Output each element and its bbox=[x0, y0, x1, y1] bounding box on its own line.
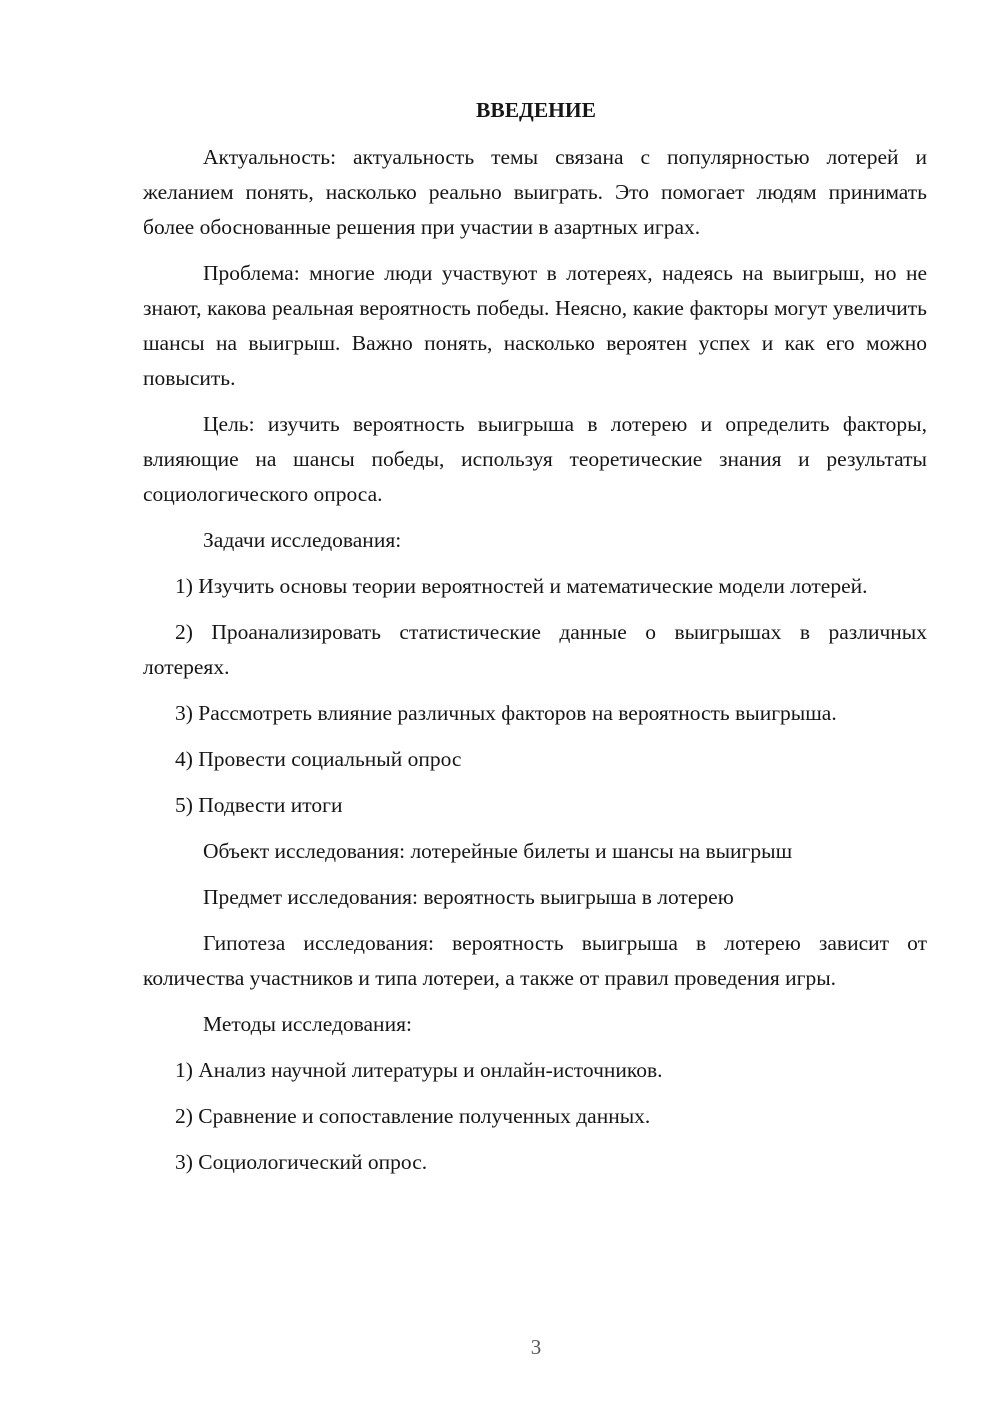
task-item: 4) Провести социальный опрос bbox=[175, 747, 462, 771]
page-content bbox=[143, 93, 927, 1191]
method-item: 1) Анализ научной литературы и онлайн-источников. bbox=[175, 1058, 663, 1082]
task-item: 3) Рассмотреть влияние различных факторов на вероятность выигрыша. bbox=[175, 701, 837, 725]
task-item: 5) Подвести итоги bbox=[175, 793, 343, 817]
method-item: 2) Сравнение и сопоставление полученных данных. bbox=[175, 1104, 651, 1128]
section-title: ВВЕДЕНИЕ bbox=[476, 98, 596, 122]
object-paragraph: Объект исследования: лотерейные билеты и шансы на выигрыш bbox=[203, 839, 793, 863]
task-item: 1) Изучить основы теории вероятностей и математические модели лотерей. bbox=[175, 574, 868, 598]
relevance-paragraph: Актуальность: актуальность темы связана с популярностью лотерей и желанием понять, насколько реально выиграть. Это помогает людям принимать более обоснованные решения при участии в азартных играх. bbox=[143, 145, 927, 239]
goal-paragraph: Цель: изучить вероятность выигрыша в лотерею и определить факторы, влияющие на шансы победы, используя теоретические знания и результаты социологического опроса. bbox=[143, 412, 927, 506]
tasks-heading: Задачи исследования: bbox=[203, 528, 402, 552]
task-item: 2) Проанализировать статистические данные о выигрышах в различных лотереях. bbox=[143, 620, 927, 679]
subject-paragraph: Предмет исследования: вероятность выигрыша в лотерею bbox=[203, 885, 734, 909]
methods-heading: Методы исследования: bbox=[203, 1012, 412, 1036]
page-number: 3 bbox=[530, 1335, 542, 1359]
problem-paragraph: Проблема: многие люди участвуют в лотереях, надеясь на выигрыш, но не знают, какова реальная вероятность победы. Неясно, какие факторы могут увеличить шансы на выигрыш. Важно понять, насколько вероятен успех и как его можно повысить. bbox=[143, 261, 927, 390]
method-item: 3) Социологический опрос. bbox=[175, 1150, 428, 1174]
hypothesis-paragraph: Гипотеза исследования: вероятность выигрыша в лотерею зависит от количества участников и типа лотереи, а также от правил проведения игры. bbox=[143, 931, 927, 990]
